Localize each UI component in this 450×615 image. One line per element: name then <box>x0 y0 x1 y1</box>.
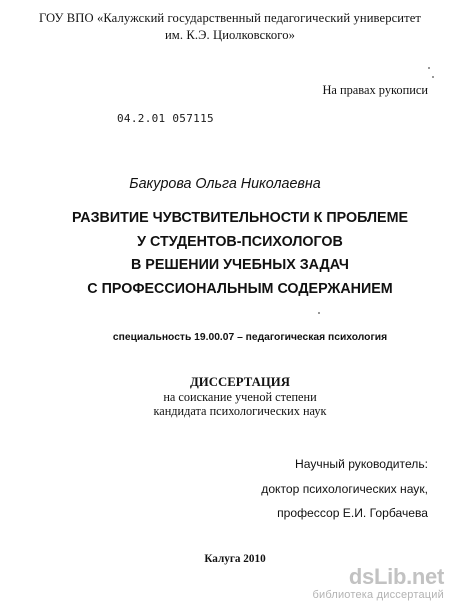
title-line: У СТУДЕНТОВ-ПСИХОЛОГОВ <box>137 233 343 250</box>
watermark-logo: dsLib.net <box>348 564 444 589</box>
title-line: С ПРОФЕССИОНАЛЬНЫМ СОДЕРЖАНИЕМ <box>87 280 393 297</box>
advisor-name: профессор Е.И. Горбачева <box>277 506 428 520</box>
advisor-block <box>261 452 428 526</box>
university-line-1: ГОУ ВПО «Калужский государственный педагогический университет <box>38 11 422 25</box>
advisor-degree: доктор психологических наук, <box>261 481 428 496</box>
watermark <box>312 566 444 601</box>
degree-line-2: кандидата психологических наук <box>153 404 327 418</box>
title-line: РАЗВИТИЕ ЧУВСТВИТЕЛЬНОСТИ К ПРОБЛЕМЕ <box>71 210 409 226</box>
scan-speck <box>432 76 434 78</box>
scan-speck <box>428 67 430 69</box>
university-header <box>20 10 440 44</box>
specialty-line: специальность 19.00.07 – педагогическая психология <box>112 332 388 343</box>
dissertation-block <box>30 375 450 419</box>
title-line: В РЕШЕНИИ УЧЕБНЫХ ЗАДАЧ <box>131 257 349 273</box>
stamp-code: 04.2.01 057115 <box>117 112 214 125</box>
scan-speck <box>318 312 320 314</box>
dissertation-heading: ДИССЕРТАЦИЯ <box>189 375 291 389</box>
advisor-label: Научный руководитель: <box>295 457 428 471</box>
university-line-2: им. К.Э. Циолковского» <box>164 28 296 42</box>
watermark-tagline: библиотека диссертаций <box>312 589 444 601</box>
city-year: Калуга 2010 <box>204 553 266 565</box>
dissertation-title <box>40 207 440 301</box>
author-name: Бакурова Ольга Николаевна <box>129 176 321 192</box>
degree-line-1: на соискание ученой степени <box>163 389 317 404</box>
rights-note: На правах рукописи <box>322 83 428 97</box>
